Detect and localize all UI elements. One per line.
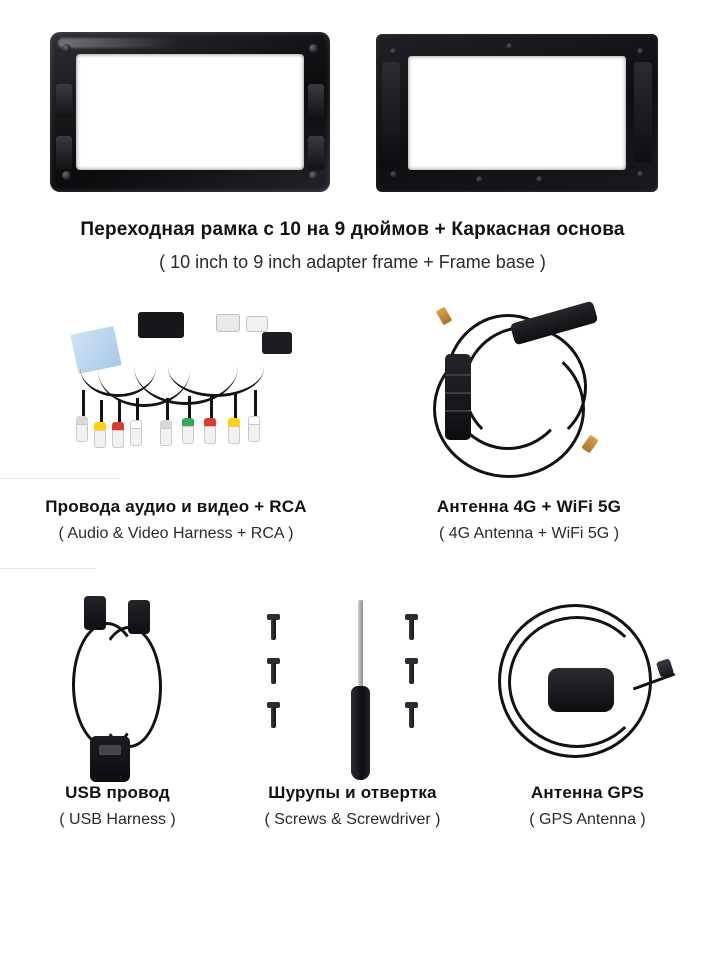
- caption-ru-4g-wifi-antenna: Антенна 4G + WiFi 5G: [436, 497, 622, 516]
- wire-curve: [168, 338, 264, 397]
- audio-video-harness-illustration: [0, 300, 352, 500]
- screw: [407, 702, 416, 728]
- screwdriver-shaft: [358, 600, 363, 692]
- screw-hole-icon: [506, 43, 513, 50]
- antenna-connector: [436, 307, 453, 326]
- rca-plug: [160, 420, 172, 446]
- frame-tab: [56, 84, 72, 118]
- screw-hole-icon: [390, 171, 397, 178]
- screw-hole-icon: [62, 171, 71, 180]
- rca-plug: [228, 418, 240, 444]
- rca-body: [160, 428, 172, 446]
- gps-drawing: [492, 596, 688, 786]
- gps-antenna-puck: [548, 668, 614, 712]
- section-accessories: [0, 590, 705, 890]
- wire-leg: [82, 390, 85, 418]
- caption-en-4g-wifi-antenna: ( 4G Antenna + WiFi 5G ): [438, 525, 620, 543]
- usb-harness-illustration: [0, 590, 235, 790]
- usb-socket: [90, 736, 130, 782]
- caption-en-usb-harness: ( USB Harness ): [59, 811, 176, 829]
- frame-base-illustration: [376, 34, 658, 192]
- adapter-frame-illustration: [50, 32, 330, 192]
- caption-en-adapter-frame: ( 10 inch to 9 inch adapter frame + Frame base ): [159, 251, 546, 272]
- screw: [269, 614, 278, 640]
- antenna-pad: [445, 354, 471, 440]
- screw: [407, 658, 416, 684]
- wire-leg: [100, 400, 103, 424]
- antenna-drawing: [393, 300, 673, 496]
- screw-hole-icon: [62, 44, 71, 53]
- frame-tab: [308, 136, 324, 170]
- caption-adapter-frame: [0, 218, 705, 274]
- screw-hole-icon: [536, 176, 543, 183]
- harness-drawing: [38, 304, 314, 494]
- screw-body: [271, 619, 276, 640]
- usb-drawing: [56, 596, 186, 786]
- antenna-illustration: [353, 300, 705, 500]
- rca-body: [76, 424, 88, 442]
- rca-body: [204, 426, 216, 444]
- antenna-pad-rib: [445, 392, 471, 394]
- screw-body: [409, 619, 414, 640]
- screw: [269, 658, 278, 684]
- screw-body: [409, 663, 414, 684]
- white-connector: [246, 316, 268, 332]
- screwdriver: [347, 600, 373, 780]
- antenna-pad-rib: [445, 374, 471, 376]
- column-gps-antenna: [470, 590, 705, 890]
- antenna-connector: [581, 435, 598, 454]
- rca-body: [228, 426, 240, 444]
- screw-body: [271, 707, 276, 728]
- rca-plug: [76, 416, 88, 442]
- rca-plug: [94, 422, 106, 448]
- caption-ru-screws-screwdriver: Шурупы и отвертка: [268, 783, 437, 802]
- usb-socket-slot: [99, 745, 121, 755]
- screw-body: [409, 707, 414, 728]
- frames-illustration: [0, 0, 705, 200]
- gloss-highlight: [58, 38, 178, 48]
- screw: [407, 614, 416, 640]
- tools-illustration: [235, 590, 470, 790]
- caption-audio-video-harness: [0, 496, 352, 545]
- caption-gps-antenna: [462, 782, 705, 831]
- screw-hole-icon: [309, 44, 318, 53]
- rca-body: [94, 430, 106, 448]
- column-audio-video-harness: [0, 300, 352, 590]
- caption-usb-harness: [0, 782, 243, 831]
- screw-hole-icon: [476, 176, 483, 183]
- frame-tab: [56, 136, 72, 170]
- gps-antenna-illustration: [470, 590, 705, 790]
- rca-body: [248, 424, 260, 442]
- rca-plug: [112, 422, 124, 448]
- screw-hole-icon: [637, 48, 644, 55]
- rca-body: [182, 426, 194, 444]
- rca-plug: [248, 416, 260, 442]
- caption-ru-audio-video-harness: Провода аудио и видео + RCA: [45, 497, 307, 516]
- black-connector: [262, 332, 292, 354]
- rca-body: [130, 428, 142, 446]
- caption-en-screws-screwdriver: ( Screws & Screwdriver ): [264, 811, 441, 829]
- screw-body: [271, 663, 276, 684]
- column-usb-harness: [0, 590, 235, 890]
- screw-hole-icon: [637, 171, 644, 178]
- caption-en-audio-video-harness: ( Audio & Video Harness + RCA ): [58, 525, 294, 543]
- caption-4g-wifi-antenna: [353, 496, 705, 545]
- wire-leg: [118, 400, 121, 424]
- column-screws-screwdriver: [235, 590, 470, 890]
- caption-ru-adapter-frame: Переходная рамка с 10 на 9 дюймов + Каркасная основа: [80, 219, 625, 240]
- rca-body: [112, 430, 124, 448]
- frame-base-side-rail: [634, 62, 652, 162]
- caption-en-gps-antenna: ( GPS Antenna ): [529, 811, 646, 829]
- section-frames: [0, 0, 705, 300]
- usb-cable-curve: [96, 626, 162, 748]
- screw: [269, 702, 278, 728]
- screw-hole-icon: [390, 48, 397, 55]
- caption-screws-screwdriver: [227, 782, 478, 831]
- rca-plug: [204, 418, 216, 444]
- rca-plug: [182, 418, 194, 444]
- column-4g-wifi-antenna: [353, 300, 705, 590]
- frame-tab: [308, 84, 324, 118]
- screw-hole-icon: [309, 171, 318, 180]
- caption-ru-usb-harness: USB провод: [65, 783, 170, 802]
- antenna-pad-rib: [445, 410, 471, 412]
- tools-drawing: [261, 600, 451, 786]
- rca-plug: [130, 420, 142, 446]
- caption-ru-gps-antenna: Антенна GPS: [530, 783, 645, 802]
- frame-base-side-rail: [382, 62, 400, 162]
- section-harness-antenna: [0, 300, 705, 590]
- screwdriver-handle: [351, 686, 370, 780]
